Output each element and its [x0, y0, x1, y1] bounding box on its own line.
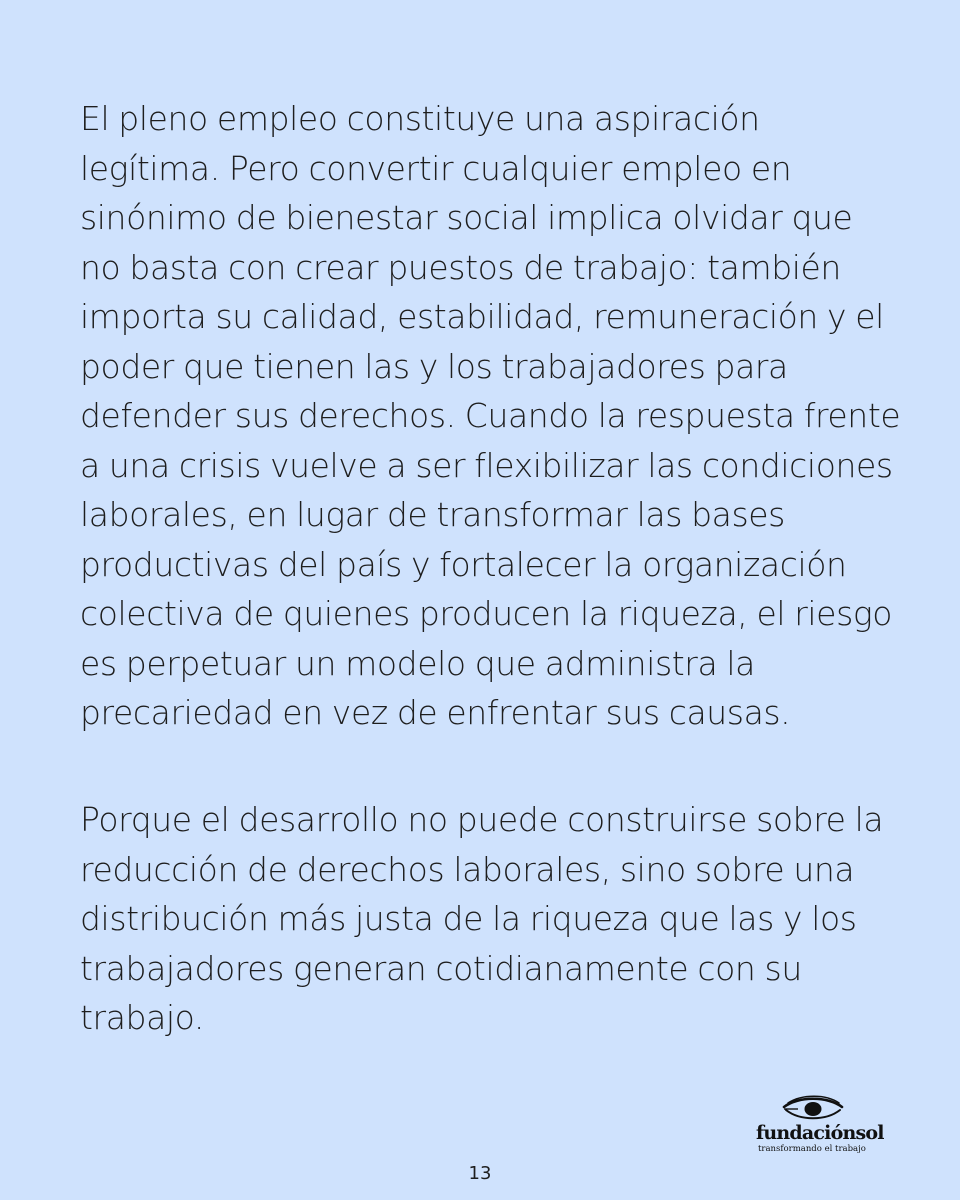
text-line: trabajadores generan cotidianamente con su [80, 948, 802, 988]
logo-tagline: transformando el trabajo [758, 1144, 866, 1154]
text-line: a una crisis vuelve a ser flexibilizar las condiciones [80, 445, 893, 485]
body-paragraph-2 [80, 795, 900, 1043]
body-paragraph-1 [80, 94, 900, 738]
page-number: 13 [468, 1163, 492, 1184]
text-line: no basta con crear puestos de trabajo: también [80, 247, 841, 287]
text-line: legítima. Pero convertir cualquier empleo en [80, 148, 792, 188]
text-line: productivas del país y fortalecer la organización [80, 544, 847, 584]
text-line: El pleno empleo constituye una aspiración [80, 99, 760, 138]
text-line: laborales, en lugar de transformar las bases [80, 495, 785, 534]
text-line: poder que tienen las y los trabajadores para [80, 346, 788, 386]
text-line: Porque el desarrollo no puede construirse sobre la [80, 800, 884, 839]
text-line: reducción de derechos laborales, sino sobre una [80, 849, 855, 889]
text-line: importa su calidad, estabilidad, remuneración y el [80, 297, 884, 336]
text-line: colectiva de quienes producen la riqueza, el riesgo [80, 594, 893, 633]
text-line: trabajo. [80, 998, 204, 1037]
fundacion-sol-logo [752, 1094, 892, 1154]
text-line: defender sus derechos. Cuando la respuesta frente [80, 396, 901, 435]
text-line: distribución más justa de la riqueza que las y los [80, 899, 857, 938]
text-line: es perpetuar un modelo que administra la [80, 643, 755, 683]
text-line: sinónimo de bienestar social implica olvidar que [80, 198, 853, 237]
text-line: precariedad en vez de enfrentar sus causas. [80, 693, 791, 732]
logo-name: fundaciónsol [756, 1122, 884, 1144]
